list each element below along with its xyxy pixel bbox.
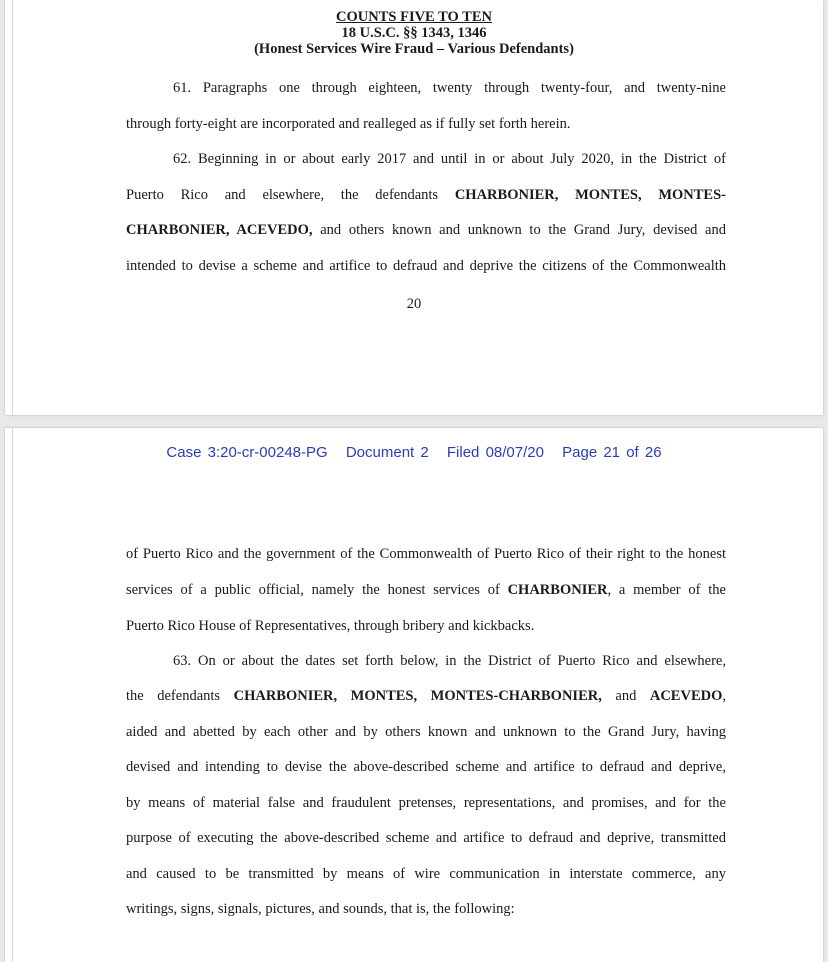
defendant-name: ACEVEDO xyxy=(649,688,723,704)
para63-line2-comma: , xyxy=(722,688,726,704)
para62-cont-line3: Puerto Rico House of Representatives, through bribery and kickbacks. xyxy=(126,618,535,634)
para61-line1: 61. Paragraphs one through eighteen, twenty through twenty-four, and twenty-nine xyxy=(173,80,726,96)
para62-line3-text: and others known and unknown to the Grand Jury, devised and xyxy=(312,222,726,238)
document-page-21 xyxy=(5,428,823,962)
para63-line1: 63. On or about the dates set forth below, in the District of Puerto Rico and elsewhere, xyxy=(173,653,726,669)
page-number: 20 xyxy=(406,296,422,312)
para62-cont-line2-text: services of a public official, namely the honest services of xyxy=(126,582,508,598)
para62-line4: intended to devise a scheme and artifice to defraud and deprive the citizens of the Commonwealth xyxy=(126,258,726,274)
para63-line8: writings, signs, signals, pictures, and sounds, that is, the following: xyxy=(126,901,515,917)
filed-date: Filed 08/07/20 xyxy=(446,444,544,461)
counts-subtitle: (Honest Services Wire Fraud – Various Defendants) xyxy=(254,41,574,57)
para63-line6: purpose of executing the above-described scheme and artifice to defraud and deprive, transmitted xyxy=(126,830,726,846)
para62-line3 xyxy=(126,222,726,239)
para63-line4: devised and intending to devise the above-described scheme and artifice to defraud and deprive, xyxy=(126,759,726,775)
defendant-name: CHARBONIER xyxy=(507,582,608,598)
para62-cont-line2-tail: , a member of the xyxy=(607,582,726,598)
para63-line3: aided and abetted by each other and by others known and unknown to the Grand Jury, having xyxy=(126,724,726,740)
para62-line1: 62. Beginning in or about early 2017 and until in or about July 2020, in the District of xyxy=(173,151,726,167)
para62-cont-line2 xyxy=(126,582,726,599)
page-count: Page 21 of 26 xyxy=(562,444,662,461)
defendant-names: CHARBONIER, MONTES, MONTES-CHARBONIER, xyxy=(233,688,602,704)
page-margin-line xyxy=(12,428,13,962)
defendant-names: CHARBONIER, ACEVEDO, xyxy=(126,222,313,238)
case-number: Case 3:20-cr-00248-PG xyxy=(166,444,328,461)
defendant-names: CHARBONIER, MONTES, MONTES- xyxy=(454,187,726,203)
document-number: Document 2 xyxy=(345,444,429,461)
para61-line2: through forty-eight are incorporated and realleged as if fully set forth herein. xyxy=(126,116,571,132)
para63-line2-text: the defendants xyxy=(126,688,234,704)
para62-line2 xyxy=(126,187,726,204)
para63-line5: by means of material false and fraudulent pretenses, representations, and promises, and for the xyxy=(126,795,726,811)
para62-cont-line1: of Puerto Rico and the government of the Commonwealth of Puerto Rico of their right to the honest xyxy=(126,546,726,562)
para63-line2-and: and xyxy=(601,688,650,704)
counts-heading xyxy=(5,9,823,57)
counts-title: COUNTS FIVE TO TEN xyxy=(336,9,492,25)
para62-line2-text: Puerto Rico and elsewhere, the defendants xyxy=(126,187,455,203)
page-margin-line xyxy=(12,0,13,415)
para63-line2 xyxy=(126,688,726,705)
para63-line7: and caused to be transmitted by means of wire communication in interstate commerce, any xyxy=(126,866,726,882)
court-filing-stamp xyxy=(5,444,823,461)
document-page-20 xyxy=(5,0,823,415)
statute-citation: 18 U.S.C. §§ 1343, 1346 xyxy=(341,25,487,41)
